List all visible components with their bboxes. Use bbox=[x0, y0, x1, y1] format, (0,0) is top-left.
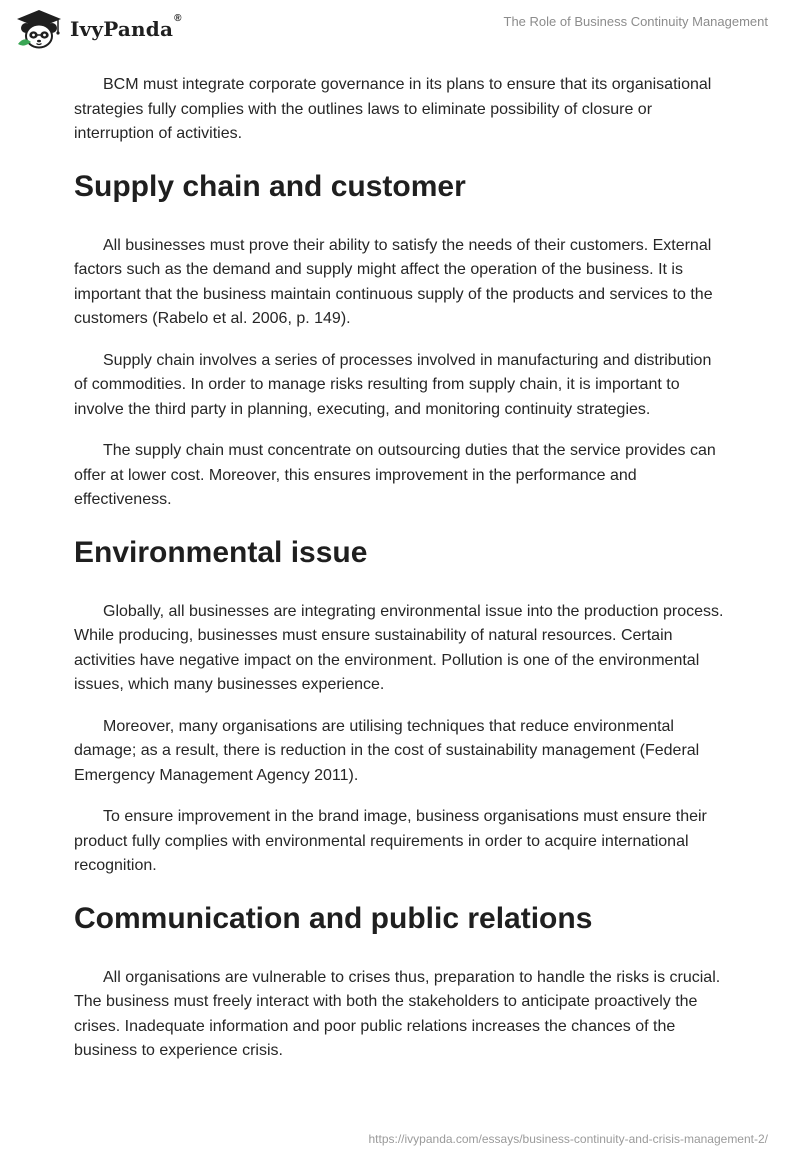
paragraph: Moreover, many organisations are utilising techniques that reduce environmental damage; as a result, there is reduction in the cost of sustainability management (Federal Emergency Management Agency 2011). bbox=[74, 717, 700, 784]
section-heading-environmental: Environmental issue bbox=[74, 535, 368, 569]
section-heading-supply-chain: Supply chain and customer bbox=[74, 169, 466, 203]
ivypanda-logo[interactable] bbox=[14, 8, 182, 50]
paragraph: To ensure improvement in the brand image, business organisations must ensure their product fully complies with environmental requirements in order to acquire international recognition. bbox=[74, 808, 707, 874]
paragraph: Globally, all businesses are integrating environmental issue into the production process. While producing, businesses must ensure sustainability of natural resources. Certain activities have negative impact on the environment. Pollution is one of the environmental issues, which many businesses experience. bbox=[74, 602, 724, 693]
source-url[interactable]: https://ivypanda.com/essays/business-continuity-and-crisis-management-2/ bbox=[368, 1132, 768, 1146]
essay-body bbox=[74, 73, 724, 1081]
paragraph: Supply chain involves a series of processes involved in manufacturing and distribution of commodities. In order to manage risks resulting from supply chain, it is important to involve the third party in planning, executing, and monitoring continuity strategies. bbox=[74, 351, 712, 418]
section-heading-communication: Communication and public relations bbox=[74, 901, 593, 935]
paragraph: BCM must integrate corporate governance in its plans to ensure that its organisational strategies fully complies with the outlines laws to eliminate possibility of closure or interruption of activities. bbox=[74, 76, 712, 142]
panda-graduate-icon bbox=[14, 8, 64, 50]
paragraph: The supply chain must concentrate on outsourcing duties that the service provides can offer at lower cost. Moreover, this ensures improvement in the performance and effectiveness. bbox=[74, 442, 716, 508]
paragraph: All organisations are vulnerable to crises thus, preparation to handle the risks is crucial. The business must freely interact with both the stakeholders to anticipate proactively the crises. Inadequate information and poor public relations increases the chances of the business to experience crisis. bbox=[74, 968, 721, 1059]
document-title: The Role of Business Continuity Management bbox=[503, 14, 768, 29]
page-header bbox=[0, 0, 800, 64]
logo-wordmark: IvyPanda® bbox=[70, 13, 182, 41]
paragraph: All businesses must prove their ability to satisfy the needs of their customers. External factors such as the demand and supply might affect the operation of the business. It is important that the business maintain continuous supply of the products and services to the customers (Rabelo et al. 2006, p. 149). bbox=[74, 236, 713, 327]
